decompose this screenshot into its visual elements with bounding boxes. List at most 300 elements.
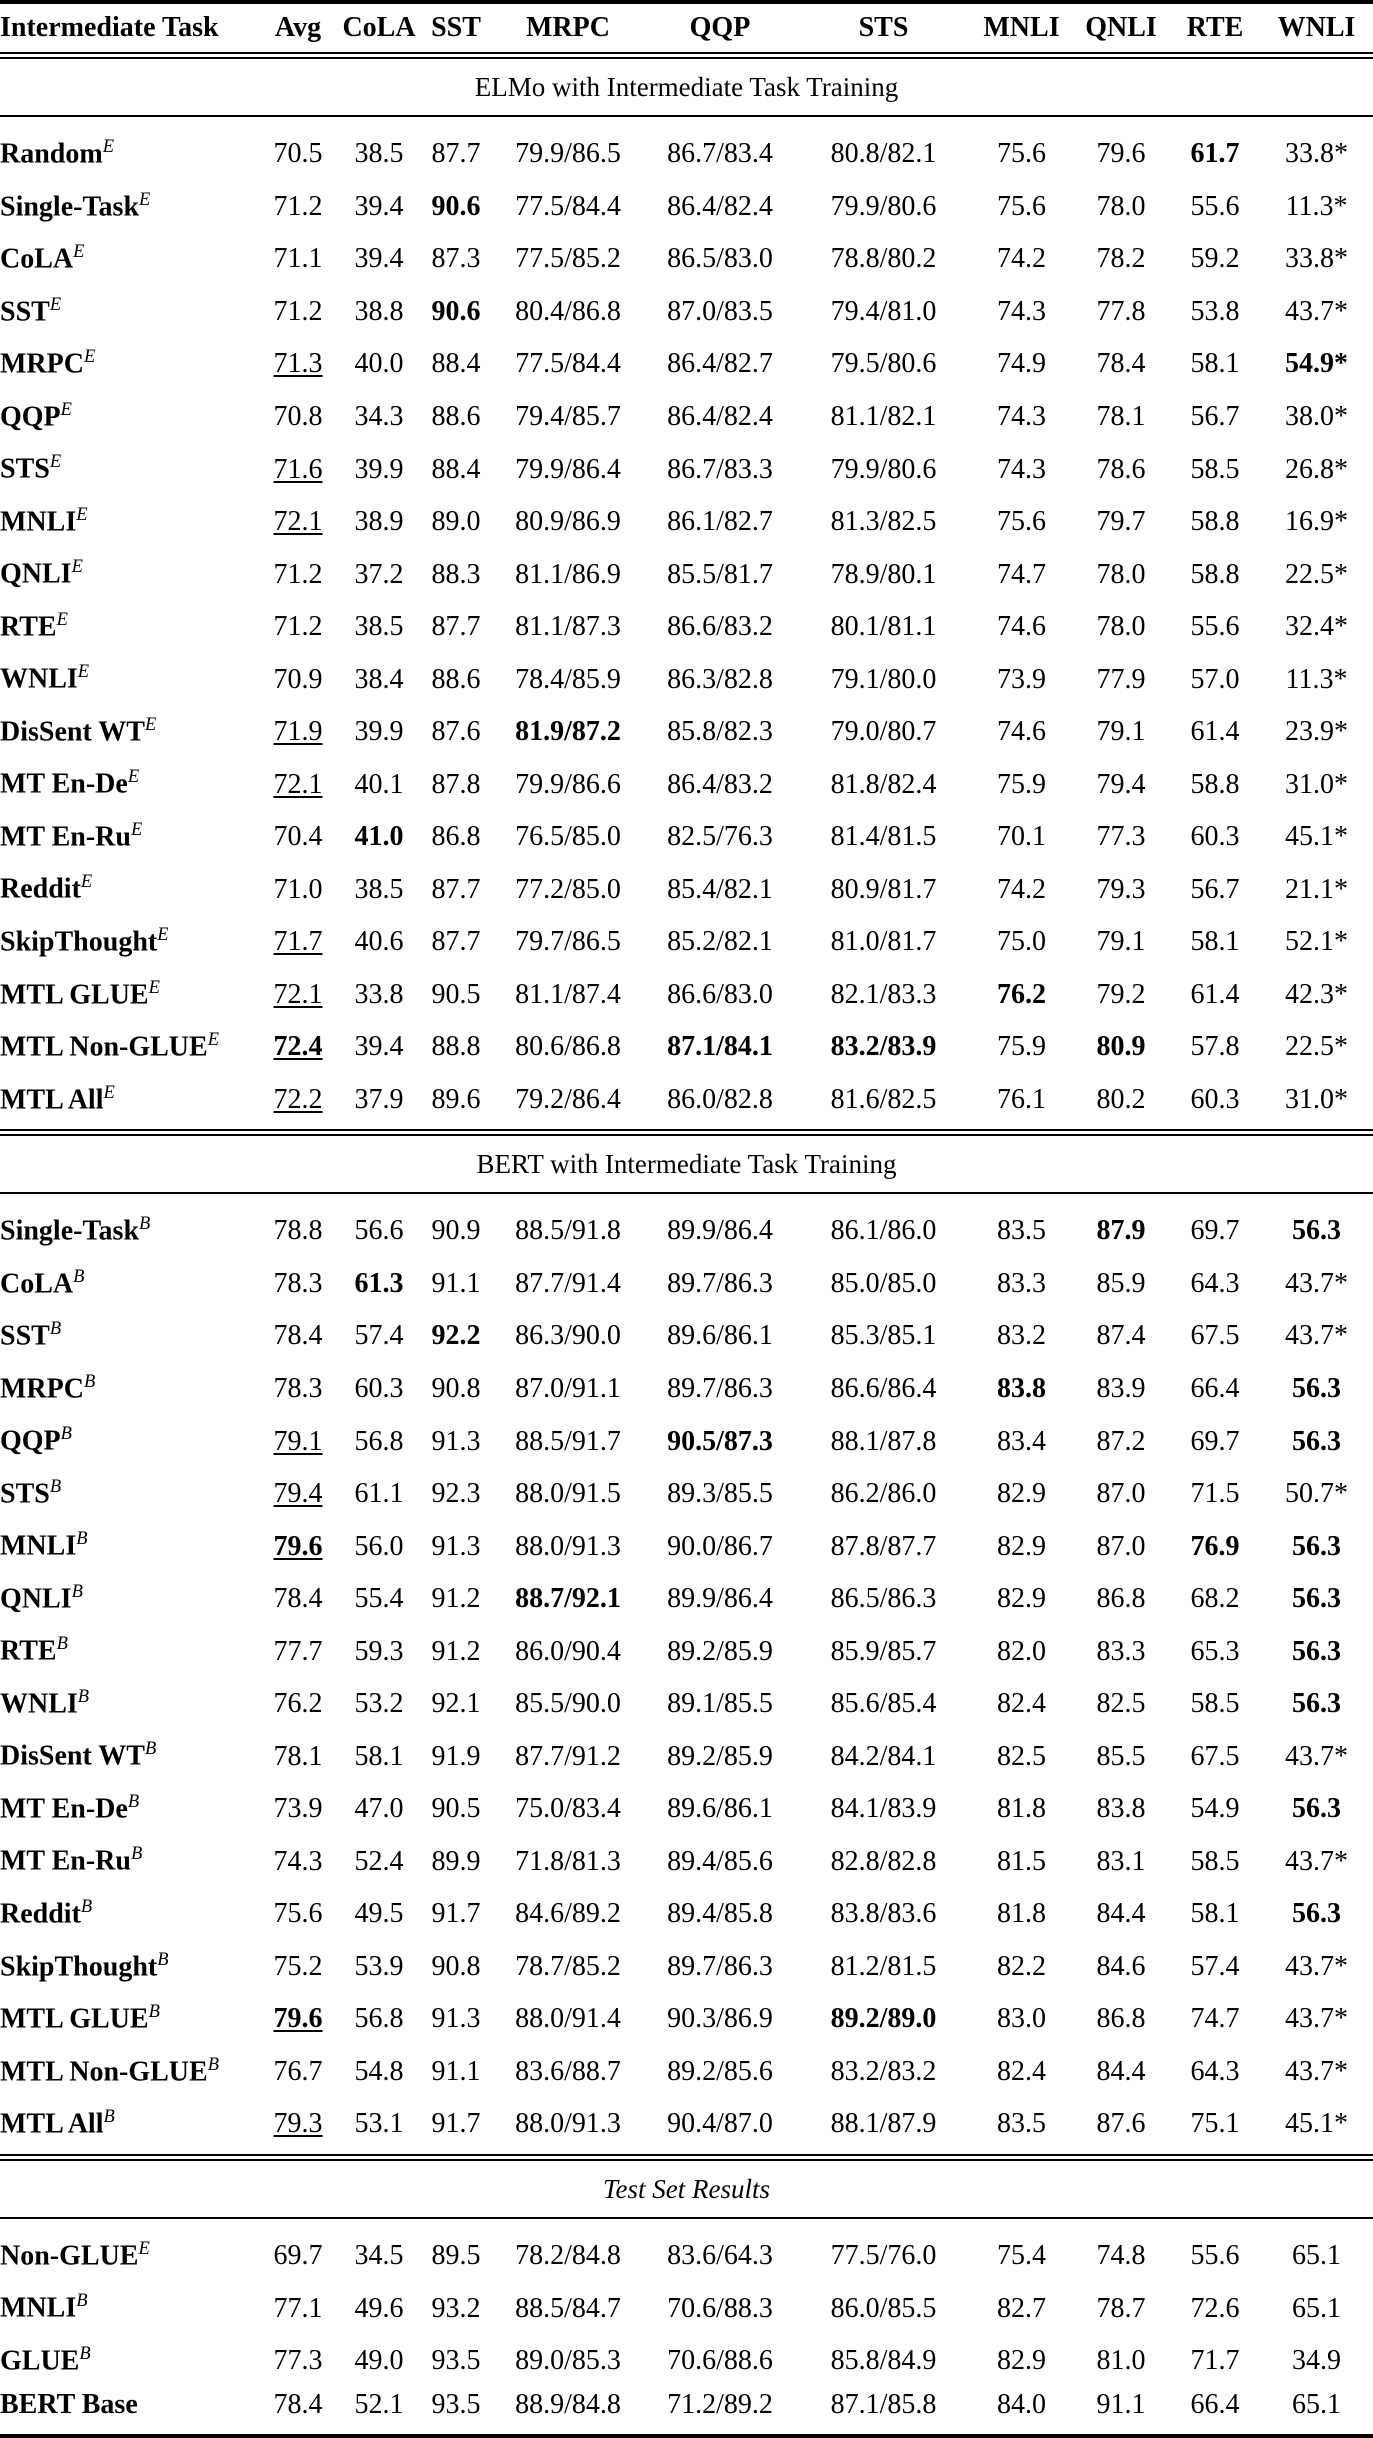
cell-mrpc xyxy=(492,282,644,335)
cell-mrpc xyxy=(492,334,644,387)
table-row xyxy=(0,439,1373,492)
cell-value: 85.3/85.1 xyxy=(830,1320,937,1352)
cell-wnli xyxy=(1260,1201,1373,1254)
cell-cola xyxy=(338,177,420,230)
cell-cola xyxy=(338,1884,420,1937)
cell-value: 87.8 xyxy=(431,768,481,800)
cell-value: 42.3* xyxy=(1285,978,1348,1010)
cell-sst xyxy=(420,2383,492,2427)
cell-value: 33.8* xyxy=(1285,243,1348,275)
cell-value: 89.2/85.9 xyxy=(667,1740,773,1772)
cell-qqp xyxy=(644,1831,796,1884)
cell-value: 81.9/87.2 xyxy=(515,716,621,748)
cell-value: 87.6 xyxy=(1096,2108,1146,2140)
cell-value: 34.5 xyxy=(354,2239,404,2271)
cell-cola xyxy=(338,282,420,335)
cell-wnli xyxy=(1260,1516,1373,1569)
cell-value: 78.4 xyxy=(1096,348,1146,380)
cell-avg xyxy=(258,912,338,965)
cell-value: 87.4 xyxy=(1096,1320,1146,1352)
cell-value: 56.3 xyxy=(1292,1898,1341,1930)
cell-cola xyxy=(338,1726,420,1779)
cell-mrpc xyxy=(492,649,644,702)
cell-wnli xyxy=(1260,702,1373,755)
cell-value: 60.3 xyxy=(354,1373,404,1405)
cell-cola xyxy=(338,1464,420,1517)
cell-avg xyxy=(258,702,338,755)
cell-value: 52.4 xyxy=(354,1845,404,1877)
table-row xyxy=(0,492,1373,545)
cell-value: 82.8/82.8 xyxy=(830,1845,937,1877)
cell-cola xyxy=(338,1411,420,1464)
cell-value: 80.4/86.8 xyxy=(515,295,621,327)
cell-sts xyxy=(796,1359,971,1412)
cell-sts xyxy=(796,597,971,650)
cell-value: 88.0/91.3 xyxy=(515,2108,621,2140)
section-banner-label: BERT with Intermediate Task Training xyxy=(476,1149,897,1180)
cell-value: 39.9 xyxy=(354,716,404,748)
row-label-superscript: E xyxy=(71,556,83,577)
cell-value: 89.2/89.0 xyxy=(830,2003,937,2035)
cell-value: 72.2 xyxy=(273,1083,323,1115)
cell-value: 88.4 xyxy=(431,348,481,380)
cell-value: 31.0* xyxy=(1285,1083,1348,1115)
cell-sts xyxy=(796,2042,971,2095)
cell-avg xyxy=(258,1464,338,1517)
cell-value: 56.3 xyxy=(1292,1530,1341,1562)
cell-rte xyxy=(1170,807,1260,860)
row-label-text: MT En-De xyxy=(0,768,128,800)
row-label-superscript: B xyxy=(157,1948,169,1969)
cell-sst xyxy=(420,2094,492,2147)
cell-value: 82.9 xyxy=(997,1583,1046,1615)
cell-rte xyxy=(1170,387,1260,440)
row-label-superscript: E xyxy=(56,608,68,629)
cell-value: 83.1 xyxy=(1096,1845,1146,1877)
cell-rte xyxy=(1170,1306,1260,1359)
table-row xyxy=(0,1621,1373,1674)
cell-value: 86.3/82.8 xyxy=(667,663,773,695)
cell-mnli xyxy=(971,2383,1072,2427)
cell-qnli xyxy=(1072,754,1170,807)
cell-value: 90.5 xyxy=(431,978,481,1010)
cell-value: 91.9 xyxy=(431,1740,481,1772)
row-label-text: MT En-Ru xyxy=(0,1845,131,1877)
cell-value: 82.5 xyxy=(1096,1688,1146,1720)
column-header-qqp: QQP xyxy=(689,12,751,43)
cell-value: 81.0 xyxy=(1096,2345,1146,2377)
cell-value: 33.8 xyxy=(354,978,404,1010)
cell-qqp xyxy=(644,1411,796,1464)
row-label xyxy=(0,754,258,807)
cell-rte xyxy=(1170,1516,1260,1569)
cell-value: 85.5/81.7 xyxy=(667,558,773,590)
cell-value: 54.9* xyxy=(1285,348,1348,380)
cell-mrpc xyxy=(492,965,644,1018)
cell-value: 93.5 xyxy=(431,2389,481,2421)
cell-value: 78.0 xyxy=(1096,558,1146,590)
cell-sts xyxy=(796,1070,971,1123)
cell-value: 71.6 xyxy=(273,453,323,485)
cell-value: 91.7 xyxy=(431,1898,481,1930)
cell-value: 82.4 xyxy=(997,1688,1046,1720)
cell-value: 88.6 xyxy=(431,663,481,695)
cell-avg xyxy=(258,1674,338,1727)
cell-value: 85.9 xyxy=(1096,1267,1146,1299)
cell-value: 82.1/83.3 xyxy=(830,978,937,1010)
cell-mnli xyxy=(971,702,1072,755)
cell-sst xyxy=(420,439,492,492)
cell-value: 70.6/88.3 xyxy=(667,2292,773,2324)
cell-value: 75.9 xyxy=(997,768,1046,800)
cell-qqp xyxy=(644,597,796,650)
row-label-superscript: E xyxy=(76,503,88,524)
cell-qnli xyxy=(1072,2226,1170,2279)
row-label-text: MTL Non-GLUE xyxy=(0,1031,208,1063)
cell-avg xyxy=(258,2094,338,2147)
column-header-intermediate-task: Intermediate Task xyxy=(0,12,219,43)
cell-sst xyxy=(420,649,492,702)
cell-avg xyxy=(258,124,338,177)
cell-cola xyxy=(338,1569,420,1622)
row-label-superscript: B xyxy=(76,1528,88,1549)
cell-cola xyxy=(338,702,420,755)
row-label xyxy=(0,1306,258,1359)
cell-value: 86.4/82.7 xyxy=(667,348,773,380)
cell-value: 91.3 xyxy=(431,2003,481,2035)
table-row xyxy=(0,1201,1373,1254)
cell-sst xyxy=(420,754,492,807)
cell-qnli xyxy=(1072,2383,1170,2427)
cell-mrpc xyxy=(492,544,644,597)
cell-mrpc xyxy=(492,1831,644,1884)
cell-value: 74.3 xyxy=(997,453,1046,485)
cell-avg xyxy=(258,1621,338,1674)
cell-value: 81.3/82.5 xyxy=(830,506,937,538)
cell-value: 56.8 xyxy=(354,2003,404,2035)
cell-mrpc xyxy=(492,859,644,912)
row-label-superscript: E xyxy=(49,293,62,314)
cell-value: 88.0/91.3 xyxy=(515,1530,621,1562)
cell-cola xyxy=(338,1070,420,1123)
cell-value: 87.8/87.7 xyxy=(830,1530,937,1562)
cell-mrpc xyxy=(492,807,644,860)
table-row xyxy=(0,649,1373,702)
cell-value: 58.1 xyxy=(354,1740,404,1772)
cell-value: 40.6 xyxy=(354,926,404,958)
row-label xyxy=(0,2383,258,2427)
row-label xyxy=(0,807,258,860)
table-spacer xyxy=(0,1122,1373,1129)
cell-mrpc xyxy=(492,439,644,492)
cell-value: 89.7/86.3 xyxy=(667,1267,773,1299)
cell-value: 77.2/85.0 xyxy=(515,873,621,905)
row-label-text: DisSent WT xyxy=(0,716,145,748)
row-label xyxy=(0,1254,258,1307)
cell-sst xyxy=(420,1254,492,1307)
row-label xyxy=(0,965,258,1018)
cell-mrpc xyxy=(492,1017,644,1070)
row-label xyxy=(0,2226,258,2279)
cell-value: 90.8 xyxy=(431,1950,481,1982)
cell-value: 88.8 xyxy=(431,1031,481,1063)
cell-avg xyxy=(258,1411,338,1464)
cell-rte xyxy=(1170,2042,1260,2095)
cell-mnli xyxy=(971,2331,1072,2384)
cell-value: 74.6 xyxy=(997,611,1046,643)
cell-value: 90.3/86.9 xyxy=(667,2003,773,2035)
cell-qnli xyxy=(1072,2094,1170,2147)
row-label-superscript: B xyxy=(207,2053,219,2074)
cell-value: 32.4* xyxy=(1285,611,1348,643)
row-label-text: SST xyxy=(0,1320,50,1352)
cell-value: 91.1 xyxy=(431,2055,481,2087)
cell-value: 73.9 xyxy=(273,1793,323,1825)
cell-sst xyxy=(420,807,492,860)
table-row xyxy=(0,1070,1373,1123)
table-row xyxy=(0,1569,1373,1622)
cell-value: 87.3 xyxy=(431,243,481,275)
row-label-superscript: B xyxy=(148,2001,160,2022)
cell-value: 79.1 xyxy=(1096,926,1146,958)
cell-sst xyxy=(420,1201,492,1254)
cell-qnli xyxy=(1072,2278,1170,2331)
row-label-text: RTE xyxy=(0,1635,57,1667)
column-header-rte: RTE xyxy=(1186,12,1244,43)
table-row xyxy=(0,387,1373,440)
cell-value: 83.2 xyxy=(997,1320,1046,1352)
cell-wnli xyxy=(1260,124,1373,177)
cell-value: 79.2 xyxy=(1096,978,1146,1010)
cell-value: 74.9 xyxy=(997,348,1046,380)
cell-sst xyxy=(420,1017,492,1070)
cell-sts xyxy=(796,1726,971,1779)
row-label-superscript: B xyxy=(49,1318,62,1339)
cell-wnli xyxy=(1260,1254,1373,1307)
cell-cola xyxy=(338,334,420,387)
cell-sst xyxy=(420,2278,492,2331)
cell-value: 90.9 xyxy=(431,1215,481,1247)
cell-cola xyxy=(338,1779,420,1832)
cell-value: 88.1/87.9 xyxy=(830,2108,937,2140)
cell-value: 16.9* xyxy=(1285,506,1348,538)
cell-cola xyxy=(338,912,420,965)
cell-mrpc xyxy=(492,1621,644,1674)
cell-value: 74.8 xyxy=(1096,2239,1146,2271)
row-label-superscript: E xyxy=(73,241,85,262)
cell-sts xyxy=(796,2331,971,2384)
cell-wnli xyxy=(1260,1937,1373,1990)
cell-cola xyxy=(338,1937,420,1990)
table-row xyxy=(0,1254,1373,1307)
cell-value: 79.1 xyxy=(273,1425,323,1457)
cell-wnli xyxy=(1260,649,1373,702)
cell-value: 77.5/76.0 xyxy=(830,2239,937,2271)
cell-value: 40.1 xyxy=(354,768,404,800)
cell-value: 43.7* xyxy=(1285,1950,1348,1982)
cell-wnli xyxy=(1260,2383,1373,2427)
table-row xyxy=(0,597,1373,650)
cell-value: 82.4 xyxy=(997,2055,1046,2087)
cell-value: 70.1 xyxy=(997,821,1046,853)
cell-mrpc xyxy=(492,492,644,545)
cell-value: 90.6 xyxy=(431,190,481,222)
cell-value: 56.3 xyxy=(1292,1688,1341,1720)
cell-value: 89.6 xyxy=(431,1083,481,1115)
cell-sts xyxy=(796,492,971,545)
cell-qnli xyxy=(1072,492,1170,545)
cell-value: 74.3 xyxy=(997,400,1046,432)
cell-value: 89.0/85.3 xyxy=(515,2345,621,2377)
cell-avg xyxy=(258,492,338,545)
cell-value: 72.4 xyxy=(273,1031,323,1063)
cell-mnli xyxy=(971,1937,1072,1990)
table-header-row xyxy=(0,4,1373,52)
cell-value: 56.3 xyxy=(1292,1635,1341,1667)
row-label-text: WNLI xyxy=(0,1688,78,1720)
row-label-superscript: E xyxy=(207,1029,219,1050)
cell-value: 87.0/91.1 xyxy=(515,1373,621,1405)
cell-qnli xyxy=(1072,859,1170,912)
cell-cola xyxy=(338,1621,420,1674)
cell-wnli xyxy=(1260,282,1373,335)
cell-value: 38.5 xyxy=(354,138,404,170)
cell-cola xyxy=(338,544,420,597)
cell-wnli xyxy=(1260,1726,1373,1779)
cell-mrpc xyxy=(492,1254,644,1307)
table-spacer xyxy=(0,2219,1373,2226)
cell-value: 64.3 xyxy=(1190,1267,1240,1299)
cell-value: 79.3 xyxy=(273,2108,323,2140)
row-label xyxy=(0,387,258,440)
cell-value: 22.5* xyxy=(1285,1031,1348,1063)
cell-qnli xyxy=(1072,1464,1170,1517)
row-label xyxy=(0,1569,258,1622)
cell-avg xyxy=(258,177,338,230)
cell-mnli xyxy=(971,1464,1072,1517)
cell-sst xyxy=(420,1306,492,1359)
cell-value: 23.9* xyxy=(1285,716,1348,748)
cell-qnli xyxy=(1072,1411,1170,1464)
cell-value: 79.6 xyxy=(273,2003,323,2035)
cell-value: 89.9/86.4 xyxy=(667,1215,773,1247)
row-label xyxy=(0,1989,258,2042)
cell-value: 79.9/80.6 xyxy=(830,190,937,222)
cell-mnli xyxy=(971,1070,1072,1123)
cell-wnli xyxy=(1260,2094,1373,2147)
cell-avg xyxy=(258,334,338,387)
cell-value: 75.6 xyxy=(997,190,1046,222)
cell-mnli xyxy=(971,1726,1072,1779)
row-label xyxy=(0,544,258,597)
cell-qnli xyxy=(1072,1779,1170,1832)
cell-cola xyxy=(338,597,420,650)
cell-value: 79.1 xyxy=(1096,716,1146,748)
cell-value: 88.4 xyxy=(431,453,481,485)
cell-mnli xyxy=(971,754,1072,807)
cell-qnli xyxy=(1072,2331,1170,2384)
cell-value: 78.7 xyxy=(1096,2292,1146,2324)
row-label-superscript: B xyxy=(80,1896,93,1916)
cell-value: 86.5/83.0 xyxy=(667,243,773,275)
cell-avg xyxy=(258,282,338,335)
cell-mrpc xyxy=(492,2042,644,2095)
cell-qqp xyxy=(644,492,796,545)
row-label-text: MRPC xyxy=(0,348,84,380)
cell-value: 86.0/82.8 xyxy=(667,1083,773,1115)
cell-value: 80.6/86.8 xyxy=(515,1031,621,1063)
row-label xyxy=(0,124,258,177)
cell-value: 83.0 xyxy=(997,2003,1046,2035)
cell-value: 86.7/83.4 xyxy=(667,138,773,170)
cell-mnli xyxy=(971,1674,1072,1727)
row-label-text: DisSent WT xyxy=(0,1740,145,1772)
section-banner-label: Test Set Results xyxy=(602,2173,770,2204)
table-row xyxy=(0,1989,1373,2042)
cell-sts xyxy=(796,387,971,440)
row-label-superscript: B xyxy=(83,1370,96,1391)
cell-avg xyxy=(258,649,338,702)
cell-avg xyxy=(258,1201,338,1254)
cell-value: 38.5 xyxy=(354,611,404,643)
cell-value: 86.1/82.7 xyxy=(667,506,773,538)
cell-value: 82.7 xyxy=(997,2292,1046,2324)
cell-cola xyxy=(338,124,420,177)
cell-value: 71.7 xyxy=(1190,2345,1240,2377)
cell-wnli xyxy=(1260,439,1373,492)
cell-value: 59.3 xyxy=(354,1635,404,1667)
row-label-text: STS xyxy=(0,1478,50,1510)
cell-value: 86.8 xyxy=(431,821,481,853)
cell-qnli xyxy=(1072,1569,1170,1622)
cell-mrpc xyxy=(492,1779,644,1832)
row-label-text: CoLA xyxy=(0,243,74,275)
column-header-mrpc: MRPC xyxy=(526,12,610,43)
cell-qqp xyxy=(644,965,796,1018)
row-label-superscript: E xyxy=(148,976,160,997)
cell-wnli xyxy=(1260,492,1373,545)
cell-value: 85.5/90.0 xyxy=(515,1688,621,1720)
cell-cola xyxy=(338,1359,420,1412)
cell-avg xyxy=(258,965,338,1018)
row-label xyxy=(0,702,258,755)
cell-qnli xyxy=(1072,1726,1170,1779)
cell-sts xyxy=(796,2383,971,2427)
cell-value: 88.1/87.8 xyxy=(830,1425,937,1457)
cell-value: 58.8 xyxy=(1190,506,1240,538)
cell-mrpc xyxy=(492,124,644,177)
row-label-superscript: B xyxy=(103,2106,115,2127)
cell-value: 79.6 xyxy=(1096,138,1146,170)
cell-value: 90.0/86.7 xyxy=(667,1530,773,1562)
cell-mnli xyxy=(971,2226,1072,2279)
cell-value: 43.7* xyxy=(1285,295,1348,327)
cell-wnli xyxy=(1260,1359,1373,1412)
cell-qnli xyxy=(1072,177,1170,230)
cell-value: 87.6 xyxy=(431,716,481,748)
cell-value: 83.8/83.6 xyxy=(830,1898,937,1930)
cell-value: 56.3 xyxy=(1292,1373,1341,1405)
cell-value: 81.1/82.1 xyxy=(830,400,937,432)
cell-qqp xyxy=(644,1201,796,1254)
table-row xyxy=(0,1516,1373,1569)
cell-value: 69.7 xyxy=(273,2239,323,2271)
cell-value: 92.3 xyxy=(431,1478,481,1510)
cell-qnli xyxy=(1072,1621,1170,1674)
cell-value: 79.7/86.5 xyxy=(515,926,621,958)
cell-value: 74.7 xyxy=(997,558,1046,590)
cell-value: 86.7/83.3 xyxy=(667,453,773,485)
